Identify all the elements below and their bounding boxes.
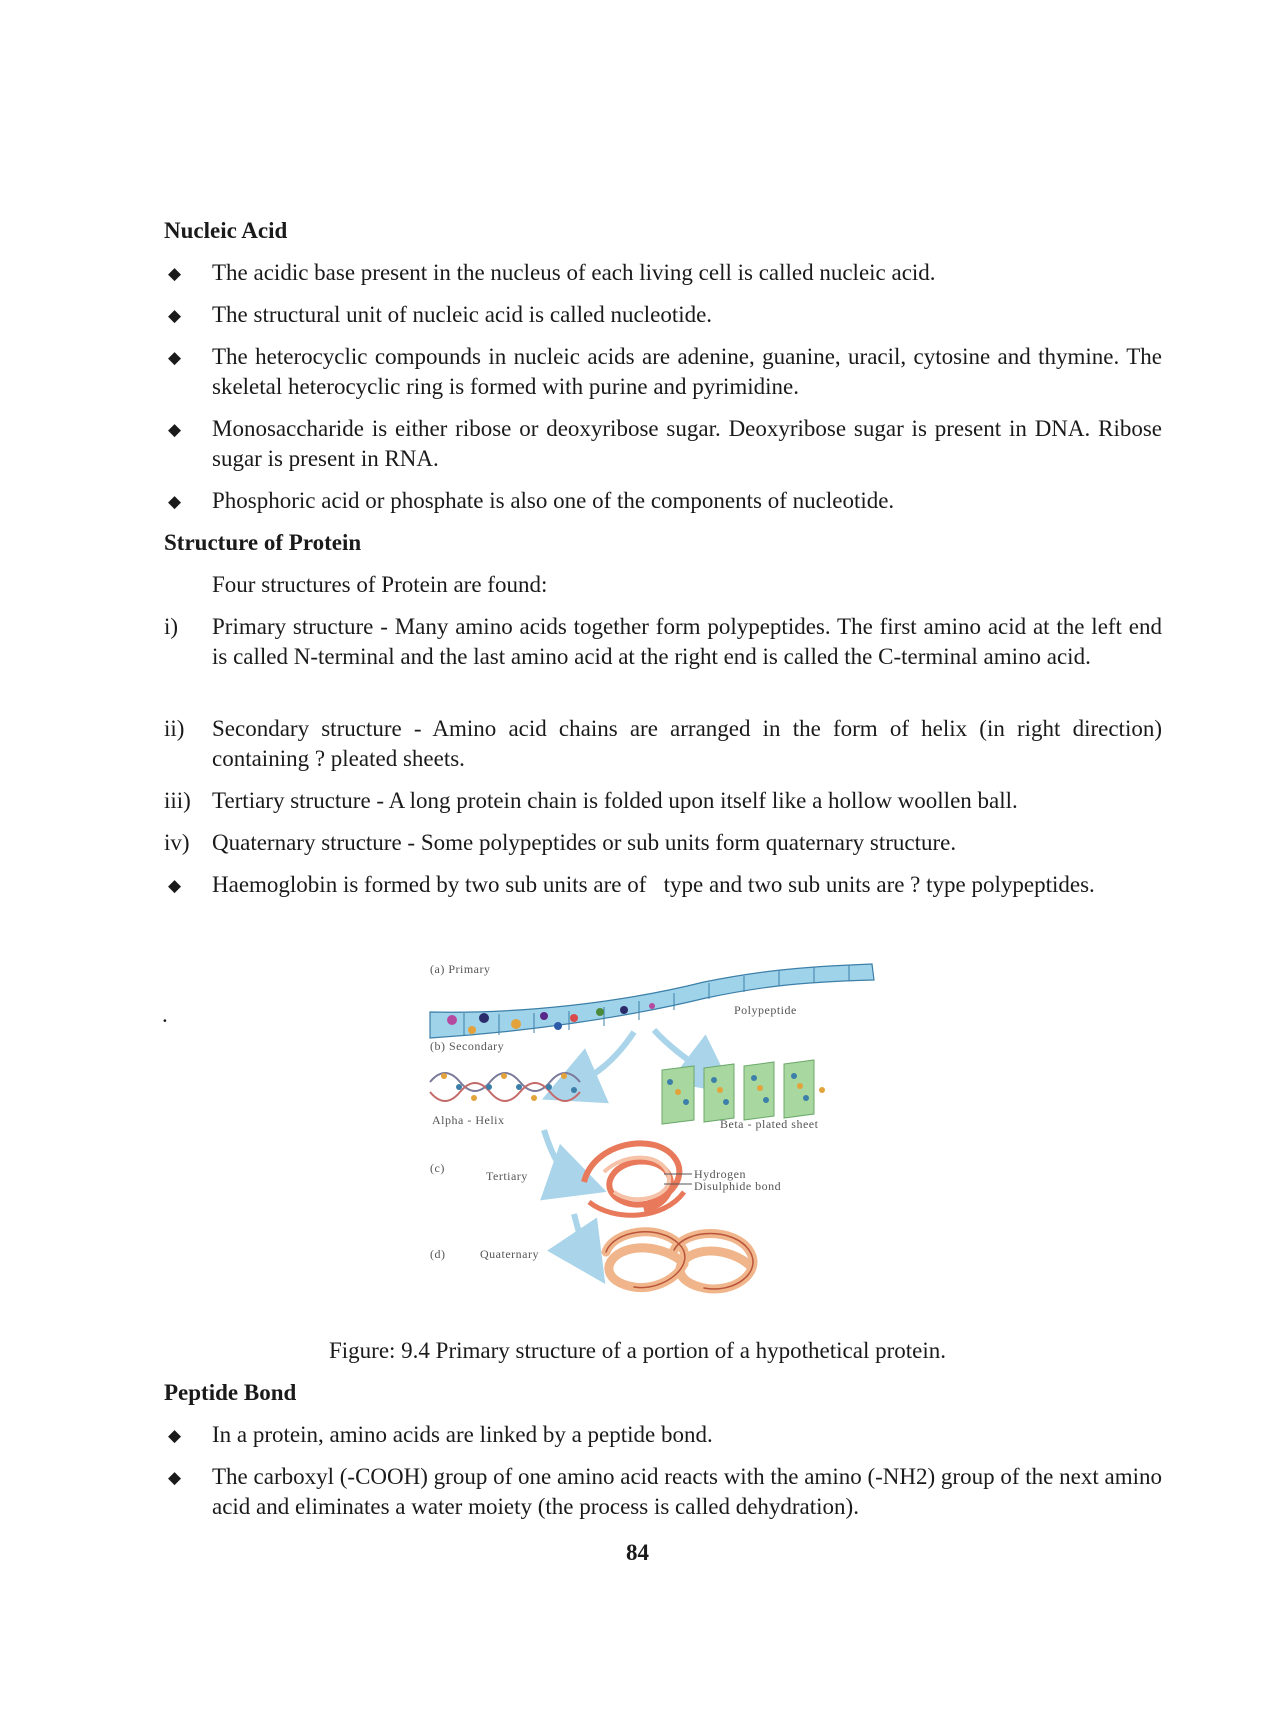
- list-item: [164, 258, 1162, 288]
- stray-dot: .: [162, 1002, 168, 1027]
- diamond-bullet-icon: ◆: [168, 1468, 182, 1487]
- figure-caption: Figure: 9.4 Primary structure of a portion of a hypothetical protein.: [328, 1338, 946, 1363]
- bullet-text: The acidic base present in the nucleus of each living cell is called nucleic acid.: [212, 260, 936, 285]
- heading-nucleic-acid: Nucleic Acid: [164, 218, 288, 243]
- label-polypeptide: Polypeptide: [734, 1003, 797, 1017]
- bullet-text: Phosphoric acid or phosphate is also one of the components of nucleotide.: [212, 488, 895, 513]
- label-tertiary-tag: (c): [430, 1161, 445, 1175]
- alpha-helix-shape: [430, 1073, 580, 1101]
- arrow-to-alpha-helix: [564, 1032, 634, 1090]
- item-text: Secondary structure - Amino acid chains are arranged in the form of helix (in right direction) containing ? pleated sheets.: [212, 716, 1162, 771]
- item-text: Tertiary structure - A long protein chain is folded upon itself like a hollow woollen ball.: [212, 788, 1018, 813]
- list-item: [164, 714, 1162, 774]
- diamond-bullet-icon: ◆: [168, 264, 182, 283]
- diamond-bullet-icon: ◆: [168, 420, 182, 439]
- bullet-text: Haemoglobin is formed by two sub units are of type and two sub units are ? type polypeptides.: [212, 872, 1095, 897]
- diamond-bullet-icon: ◆: [168, 1426, 182, 1445]
- tertiary-coil-shape: [584, 1143, 684, 1215]
- diamond-bullet-icon: ◆: [168, 876, 182, 895]
- list-marker: i): [164, 614, 179, 639]
- protein-structure-figure: [424, 952, 910, 1316]
- label-secondary: (b) Secondary: [430, 1039, 505, 1053]
- label-disulphide: Disulphide bond: [694, 1179, 782, 1193]
- list-item: [164, 342, 1162, 402]
- list-item: [164, 486, 1162, 516]
- list-item: [164, 828, 1162, 858]
- list-item: [164, 414, 1162, 474]
- list-item: [164, 612, 1162, 672]
- list-item: [164, 300, 1162, 330]
- page-number: 84: [626, 1540, 649, 1565]
- label-alpha-helix: Alpha - Helix: [432, 1113, 505, 1127]
- intro-text: Four structures of Protein are found:: [212, 572, 548, 597]
- label-quaternary-tag: (d): [430, 1247, 446, 1261]
- list-marker: ii): [164, 716, 185, 741]
- primary-chain: [430, 964, 874, 1038]
- bullet-text: The structural unit of nucleic acid is called nucleotide.: [212, 302, 713, 327]
- label-primary: (a) Primary: [430, 962, 491, 976]
- list-item: [164, 870, 1162, 900]
- list-marker: iv): [164, 830, 190, 855]
- arrow-to-tertiary: [544, 1130, 584, 1184]
- diamond-bullet-icon: ◆: [168, 306, 182, 325]
- list-item: [164, 786, 1162, 816]
- label-tertiary: Tertiary: [486, 1169, 528, 1183]
- label-quaternary: Quaternary: [480, 1247, 539, 1261]
- bullet-text: The carboxyl (-COOH) group of one amino acid reacts with the amino (-NH2) group of the next amino acid and eliminates a water moiety (the process is called dehydration).: [212, 1464, 1162, 1519]
- bullet-text: In a protein, amino acids are linked by a peptide bond.: [212, 1422, 713, 1447]
- beta-sheet-shape: [662, 1060, 825, 1124]
- label-beta-sheet: Beta - plated sheet: [720, 1117, 819, 1131]
- item-text: Primary structure - Many amino acids together form polypeptides. The first amino acid at the left end is called N-terminal and the last amino acid at the right end is called the C-terminal amino acid.: [212, 614, 1162, 669]
- heading-peptide-bond: Peptide Bond: [164, 1380, 297, 1405]
- heading-structure-of-protein: Structure of Protein: [164, 530, 362, 555]
- arrow-to-quaternary: [574, 1214, 592, 1264]
- diamond-bullet-icon: ◆: [168, 492, 182, 511]
- list-marker: iii): [164, 788, 191, 813]
- list-item: [164, 1462, 1162, 1522]
- quaternary-knot-shape: [606, 1232, 753, 1289]
- label-hydrogen: Hydrogen: [694, 1167, 746, 1181]
- list-item: [164, 1420, 1162, 1450]
- protein-structure-diagram: [424, 952, 910, 1316]
- bullet-text: Monosaccharide is either ribose or deoxyribose sugar. Deoxyribose sugar is present in DNA. Ribose sugar is present in RNA.: [212, 416, 1162, 471]
- diamond-bullet-icon: ◆: [168, 348, 182, 367]
- bullet-text: The heterocyclic compounds in nucleic acids are adenine, guanine, uracil, cytosine and thymine. The skeletal heterocyclic ring is formed with purine and pyrimidine.: [212, 344, 1162, 399]
- item-text: Quaternary structure - Some polypeptides or sub units form quaternary structure.: [212, 830, 957, 855]
